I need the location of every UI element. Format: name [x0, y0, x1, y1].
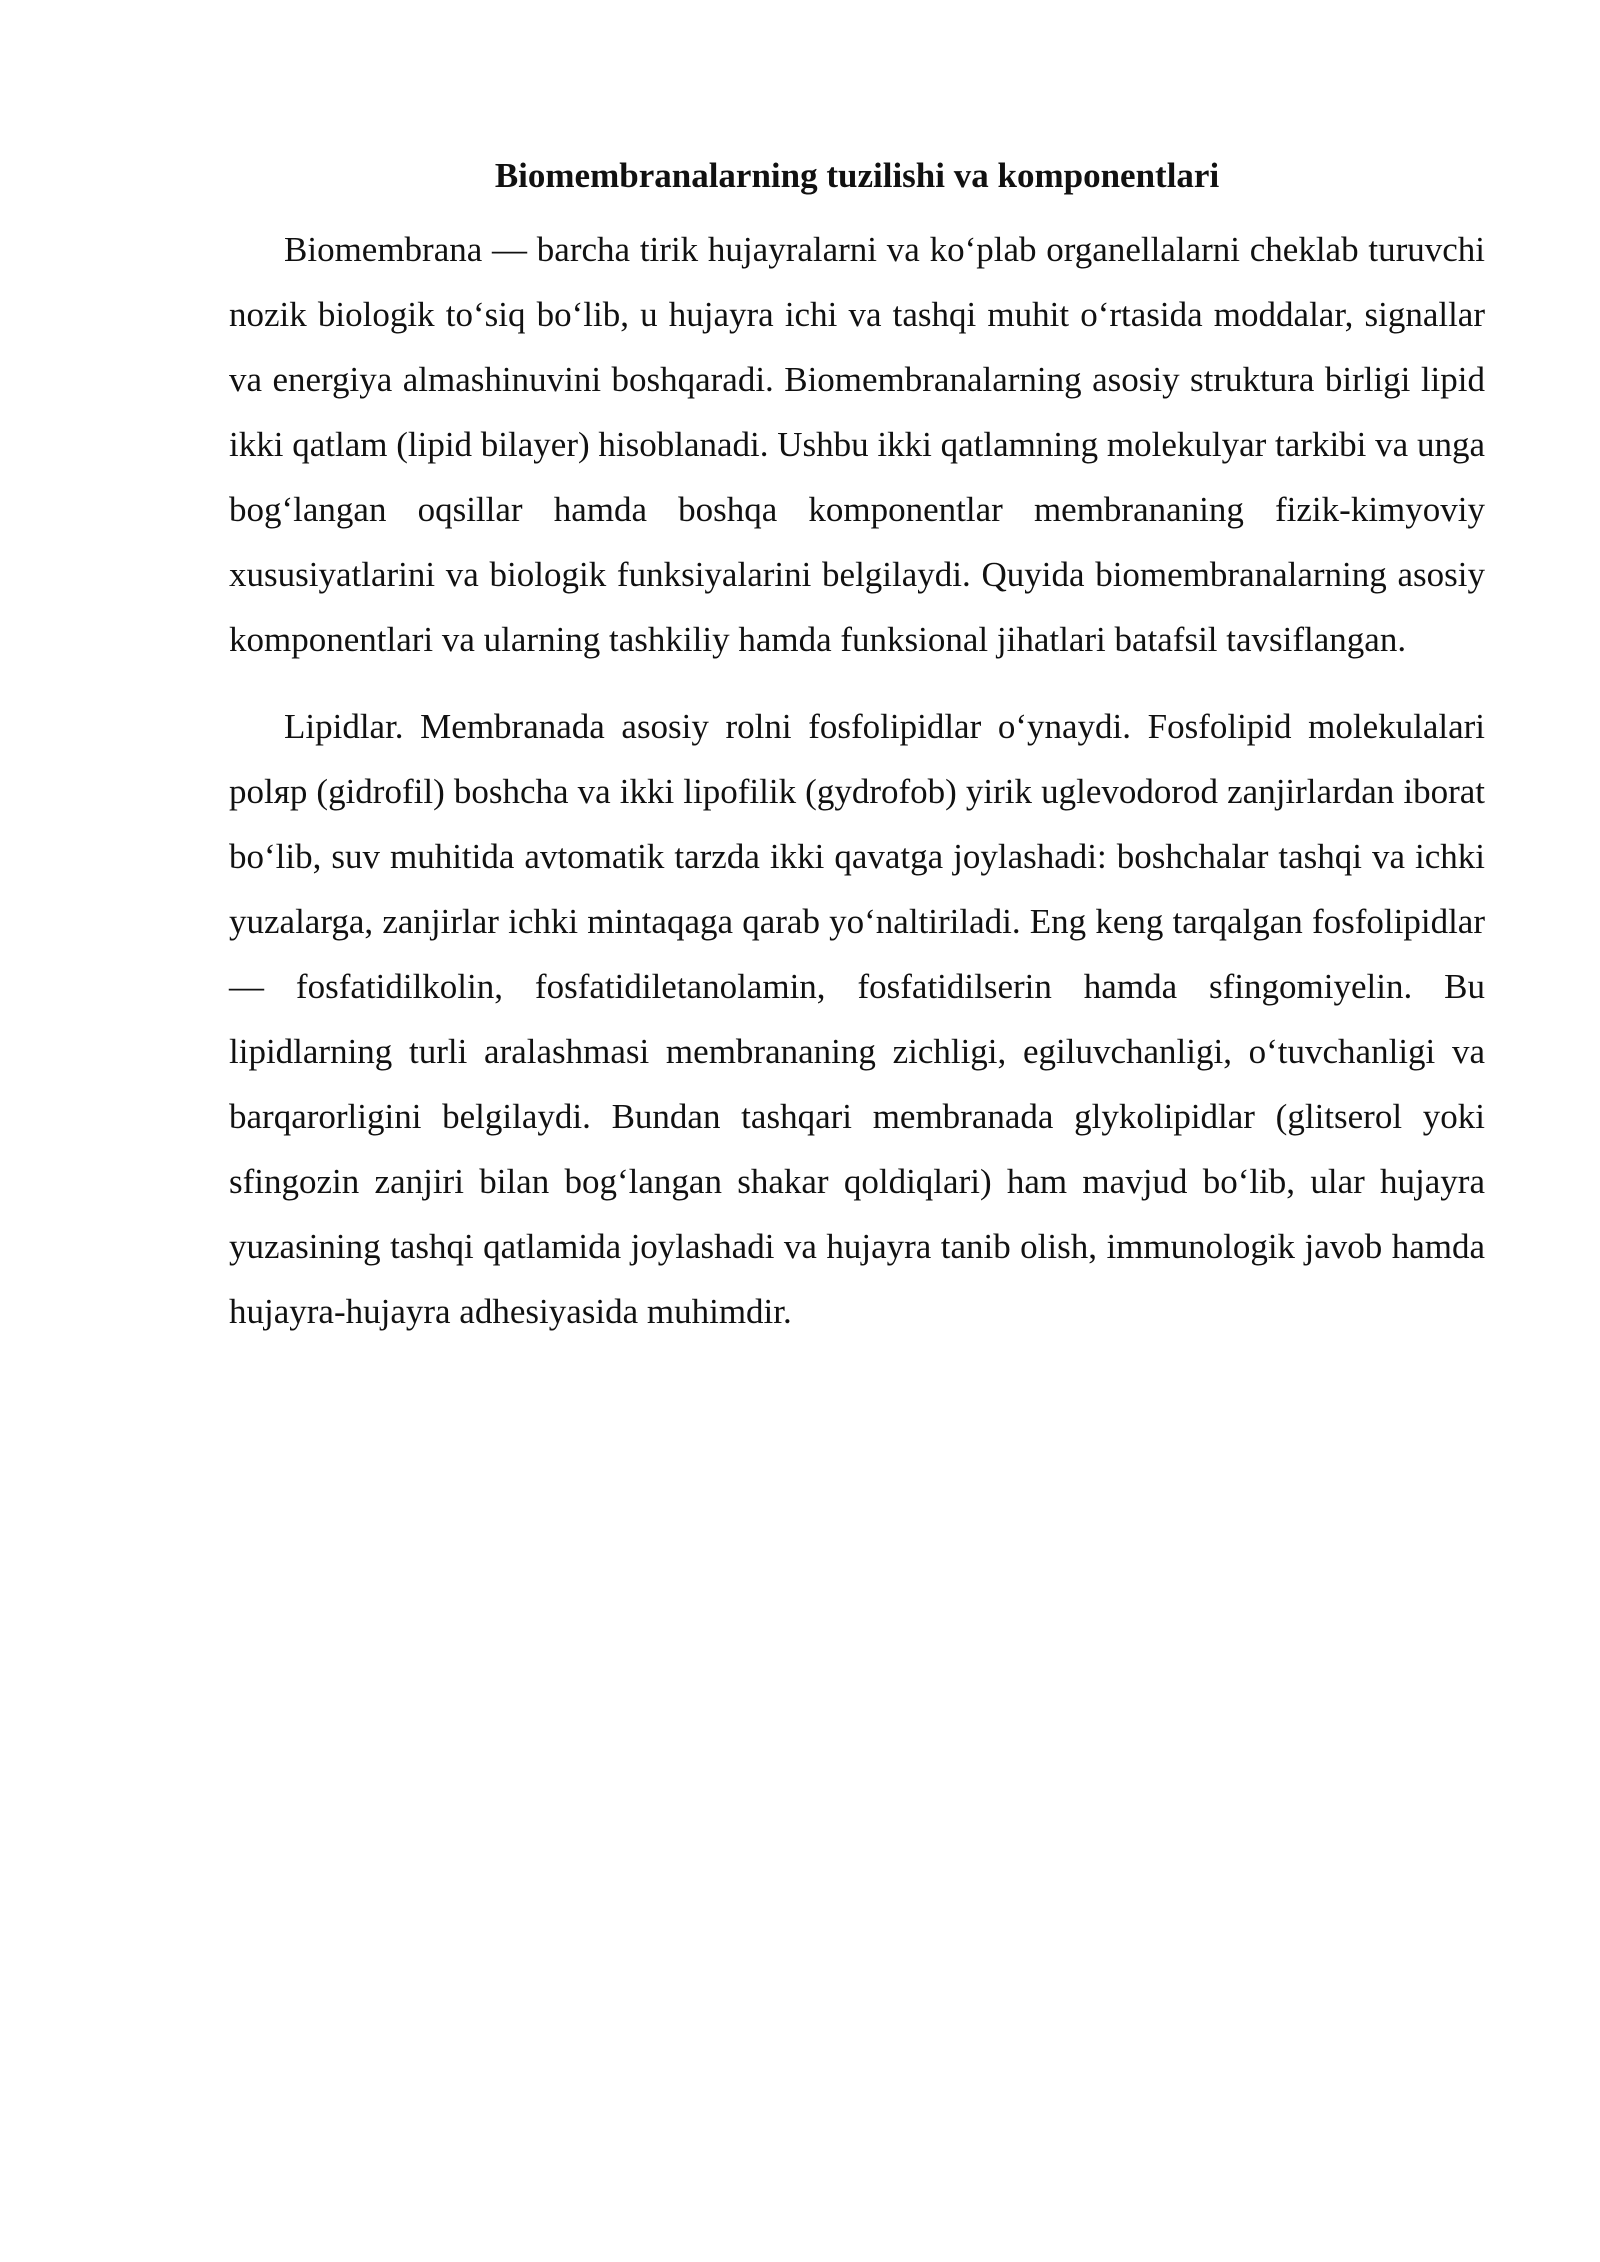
document-body: [229, 146, 1485, 1344]
paragraph-introduction: Biomembrana — barcha tirik hujayralarni va ko‘plab organellalarni cheklab turuvchi nozik biologik to‘siq bo‘lib, u hujayra ichi va tashqi muhit o‘rtasida moddalar, signallar va energiya almashinuvini boshqaradi. Biomembranalarning asosiy struktura birligi lipid ikki qatlam (lipid bilayer) hisoblanadi. Ushbu ikki qatlamning molekulyar tarkibi va unga bog‘langan oqsillar hamda boshqa komponentlar membrananing fizik-kimyoviy xususiyatlarini va biologik funksiyalarini belgilaydi. Quyida biomembranalarning asosiy komponentlari va ularning tashkiliy hamda funksional jihatlari batafsil tavsiflangan.: [229, 230, 1485, 659]
paragraph-lipids: Lipidlar. Membranada asosiy rolni fosfolipidlar o‘ynaydi. Fosfolipid molekulalari polяр (gidrofil) boshcha va ikki lipofilik (gydrofob) yirik uglevodorod zanjirlardan iborat bo‘lib, suv muhitida avtomatik tarzda ikki qavatga joylashadi: boshchalar tashqi va ichki yuzalarga, zanjirlar ichki mintaqaga qarab yo‘naltiriladi. Eng keng tarqalgan fosfolipidlar — fosfatidilkolin, fosfatidiletanolamin, fosfatidilserin hamda sfingomiyelin. Bu lipidlarning turli aralashmasi membrananing zichligi, egiluvchanligi, o‘tuvchanligi va barqarorligini belgilaydi. Bundan tashqari membranada glykolipidlar (glitserol yoki sfingozin zanjiri bilan bog‘langan shakar qoldiqlari) ham mavjud bo‘lib, ular hujayra yuzasining tashqi qatlamida joylashadi va hujayra tanib olish, immunologik javob hamda hujayra-hujayra adhesiyasida muhimdir.: [229, 707, 1485, 1331]
document-title: Biomembranalarning tuzilishi va komponentlari: [494, 156, 1220, 195]
